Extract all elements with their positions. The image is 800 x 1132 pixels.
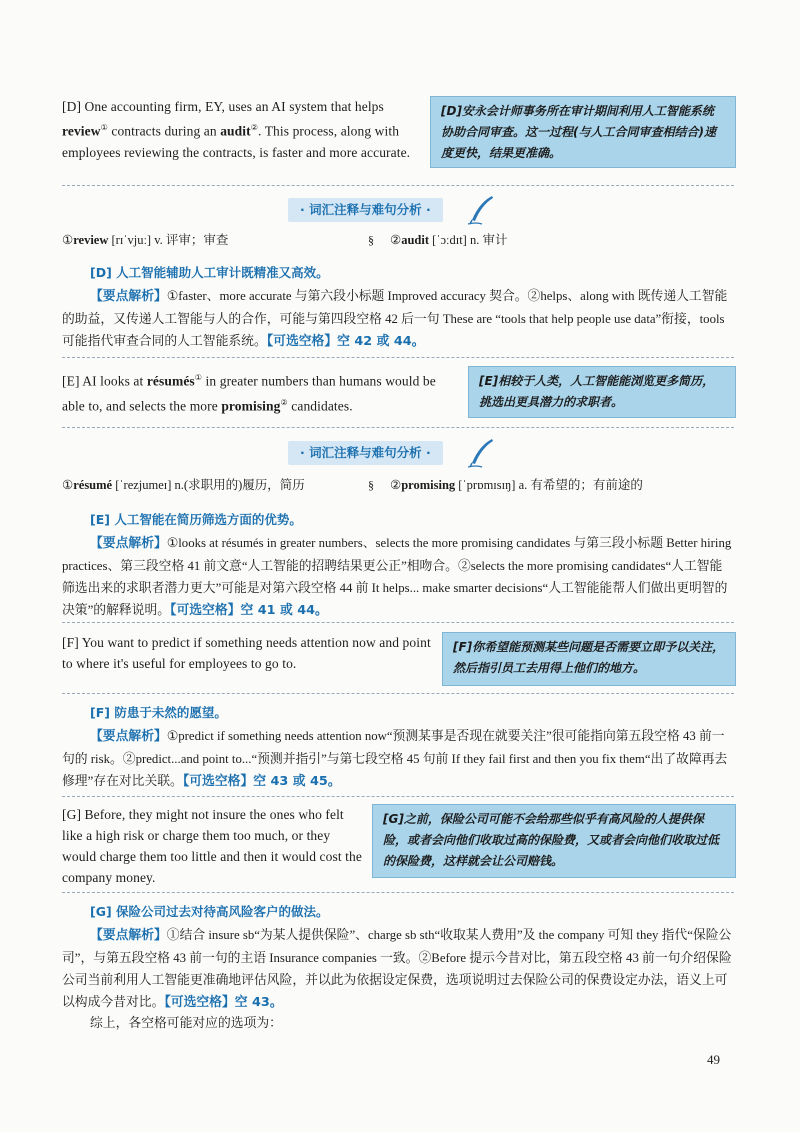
divider xyxy=(62,796,734,797)
translation-box-g: [G]之前，保险公司可能不会给那些似乎有高风险的人提供保险，或者会向他们收取过高的保险费，又或者会向他们收取过低的保险费，这样就会让公司赔钱。 xyxy=(372,804,736,878)
analysis-e: 【要点解析】①looks at résumés in greater numbers、selects the more promising candidates 与第三段小标题 Better hiring practices、第三段空格 41 前文意“人工智能的招聘结果更公正”相吻合。②selects the more promising candidates“人工智能筛选出来的求职者潜力更大”可能是对第六段空格 44 前 It helps... make smarter decisions“人工智能能帮人们做出更明智的决策”的解释说明。【可选空格】空 41 或 44。 xyxy=(62,536,732,618)
vocab-separator: § xyxy=(368,478,374,492)
divider xyxy=(62,892,734,893)
divider xyxy=(62,622,734,623)
vocab-banner-d: · 词汇注释与难句分析 · xyxy=(288,198,443,222)
summary-line: 综上，各空格可能对应的选项为： xyxy=(90,1016,282,1030)
vocab-banner-e: · 词汇注释与难句分析 · xyxy=(288,441,443,465)
analysis-f: 【要点解析】①predict if something needs attention now“预测某事是否现在就要关注”很可能指向第五段空格 43 前一句的 risk。②predict...and point to...“预测并指引”与第七段空格 45 句前 If they fail first and then you fix them“出了故障再去修理”存在对比关联。【可选空格】空 43 或 45。 xyxy=(62,729,728,789)
quill-pen-icon xyxy=(466,437,496,469)
vocab-separator: § xyxy=(368,233,374,247)
divider xyxy=(62,693,734,694)
divider xyxy=(62,185,734,186)
translation-box-f: [F]你希望能预测某些问题是否需要立即予以关注，然后指引员工去用得上他们的地方。 xyxy=(442,632,736,686)
analysis-d: 【要点解析】①faster、more accurate 与第六段小标题 Improved accuracy 契合。②helps、along with 既传递人工智能的助益，又传递人工智能与人的合作，可能与第四段空格 42 后一句 These are “tools that help people use data”衔接，tools 可能指代审查合同的人工智能系统。【可选空格】空 42 或 44。 xyxy=(62,289,728,349)
vocab-item: ①résumé [ˈrezjumeɪ] n.(求职用的)履历，简历 xyxy=(62,478,305,492)
vocab-item: ②promising [ˈprɒmɪsɪŋ] a. 有希望的；有前途的 xyxy=(390,478,643,492)
english-passage-e: [E] AI looks at résumés① in greater numbers than humans would be able to, and selects the more promising② candidates. xyxy=(62,373,436,413)
quill-pen-icon xyxy=(466,194,496,226)
translation-box-e: [E]相较于人类，人工智能能浏览更多简历，挑选出更具潜力的求职者。 xyxy=(468,366,736,418)
divider xyxy=(62,357,734,358)
section-title-e: [E] 人工智能在简历筛选方面的优势。 xyxy=(90,512,302,527)
section-title-d: [D] 人工智能辅助人工审计既精准又高效。 xyxy=(90,265,329,280)
section-title-g: [G] 保险公司过去对待高风险客户的做法。 xyxy=(90,904,329,919)
divider xyxy=(62,427,734,428)
english-passage-g: [G] Before, they might not insure the ones who felt like a high risk or charge them too much, or they would charge them too little and then it would cost the company money. xyxy=(62,807,362,885)
english-passage-d: [D] One accounting firm, EY, uses an AI system that helps review① contracts during an audit②. This process, along with employees reviewing the contracts, is faster and more accurate. xyxy=(62,99,411,160)
vocab-item: ②audit [ˈɔːdɪt] n. 审计 xyxy=(390,233,508,247)
section-title-f: [F] 防患于未然的愿望。 xyxy=(90,705,227,720)
translation-box-d: [D]安永会计师事务所在审计期间利用人工智能系统协助合同审查。这一过程(与人工合同审查相结合)速度更快，结果更准确。 xyxy=(430,96,736,168)
page-number: 49 xyxy=(707,1052,720,1067)
vocab-item: ①review [rɪˈvjuː] v. 评审；审查 xyxy=(62,233,229,247)
english-passage-f: [F] You want to predict if something needs attention now and point to where it's useful for employees to go to. xyxy=(62,635,431,671)
analysis-g: 【要点解析】①结合 insure sb“为某人提供保险”、charge sb sth“收取某人费用”及 the company 可知 they 指代“保险公司”，与第五段空格 43 前一句的主语 Insurance companies 一致。②Before 提示今昔对比，第五段空格 43 前一句介绍保险公司当前利用人工智能更准确地评估风险，并以此为依据设定保费，选项说明过去保险公司的保费设定办法，语义上可以构成今昔对比。【可选空格】空 43。 xyxy=(62,928,732,1010)
